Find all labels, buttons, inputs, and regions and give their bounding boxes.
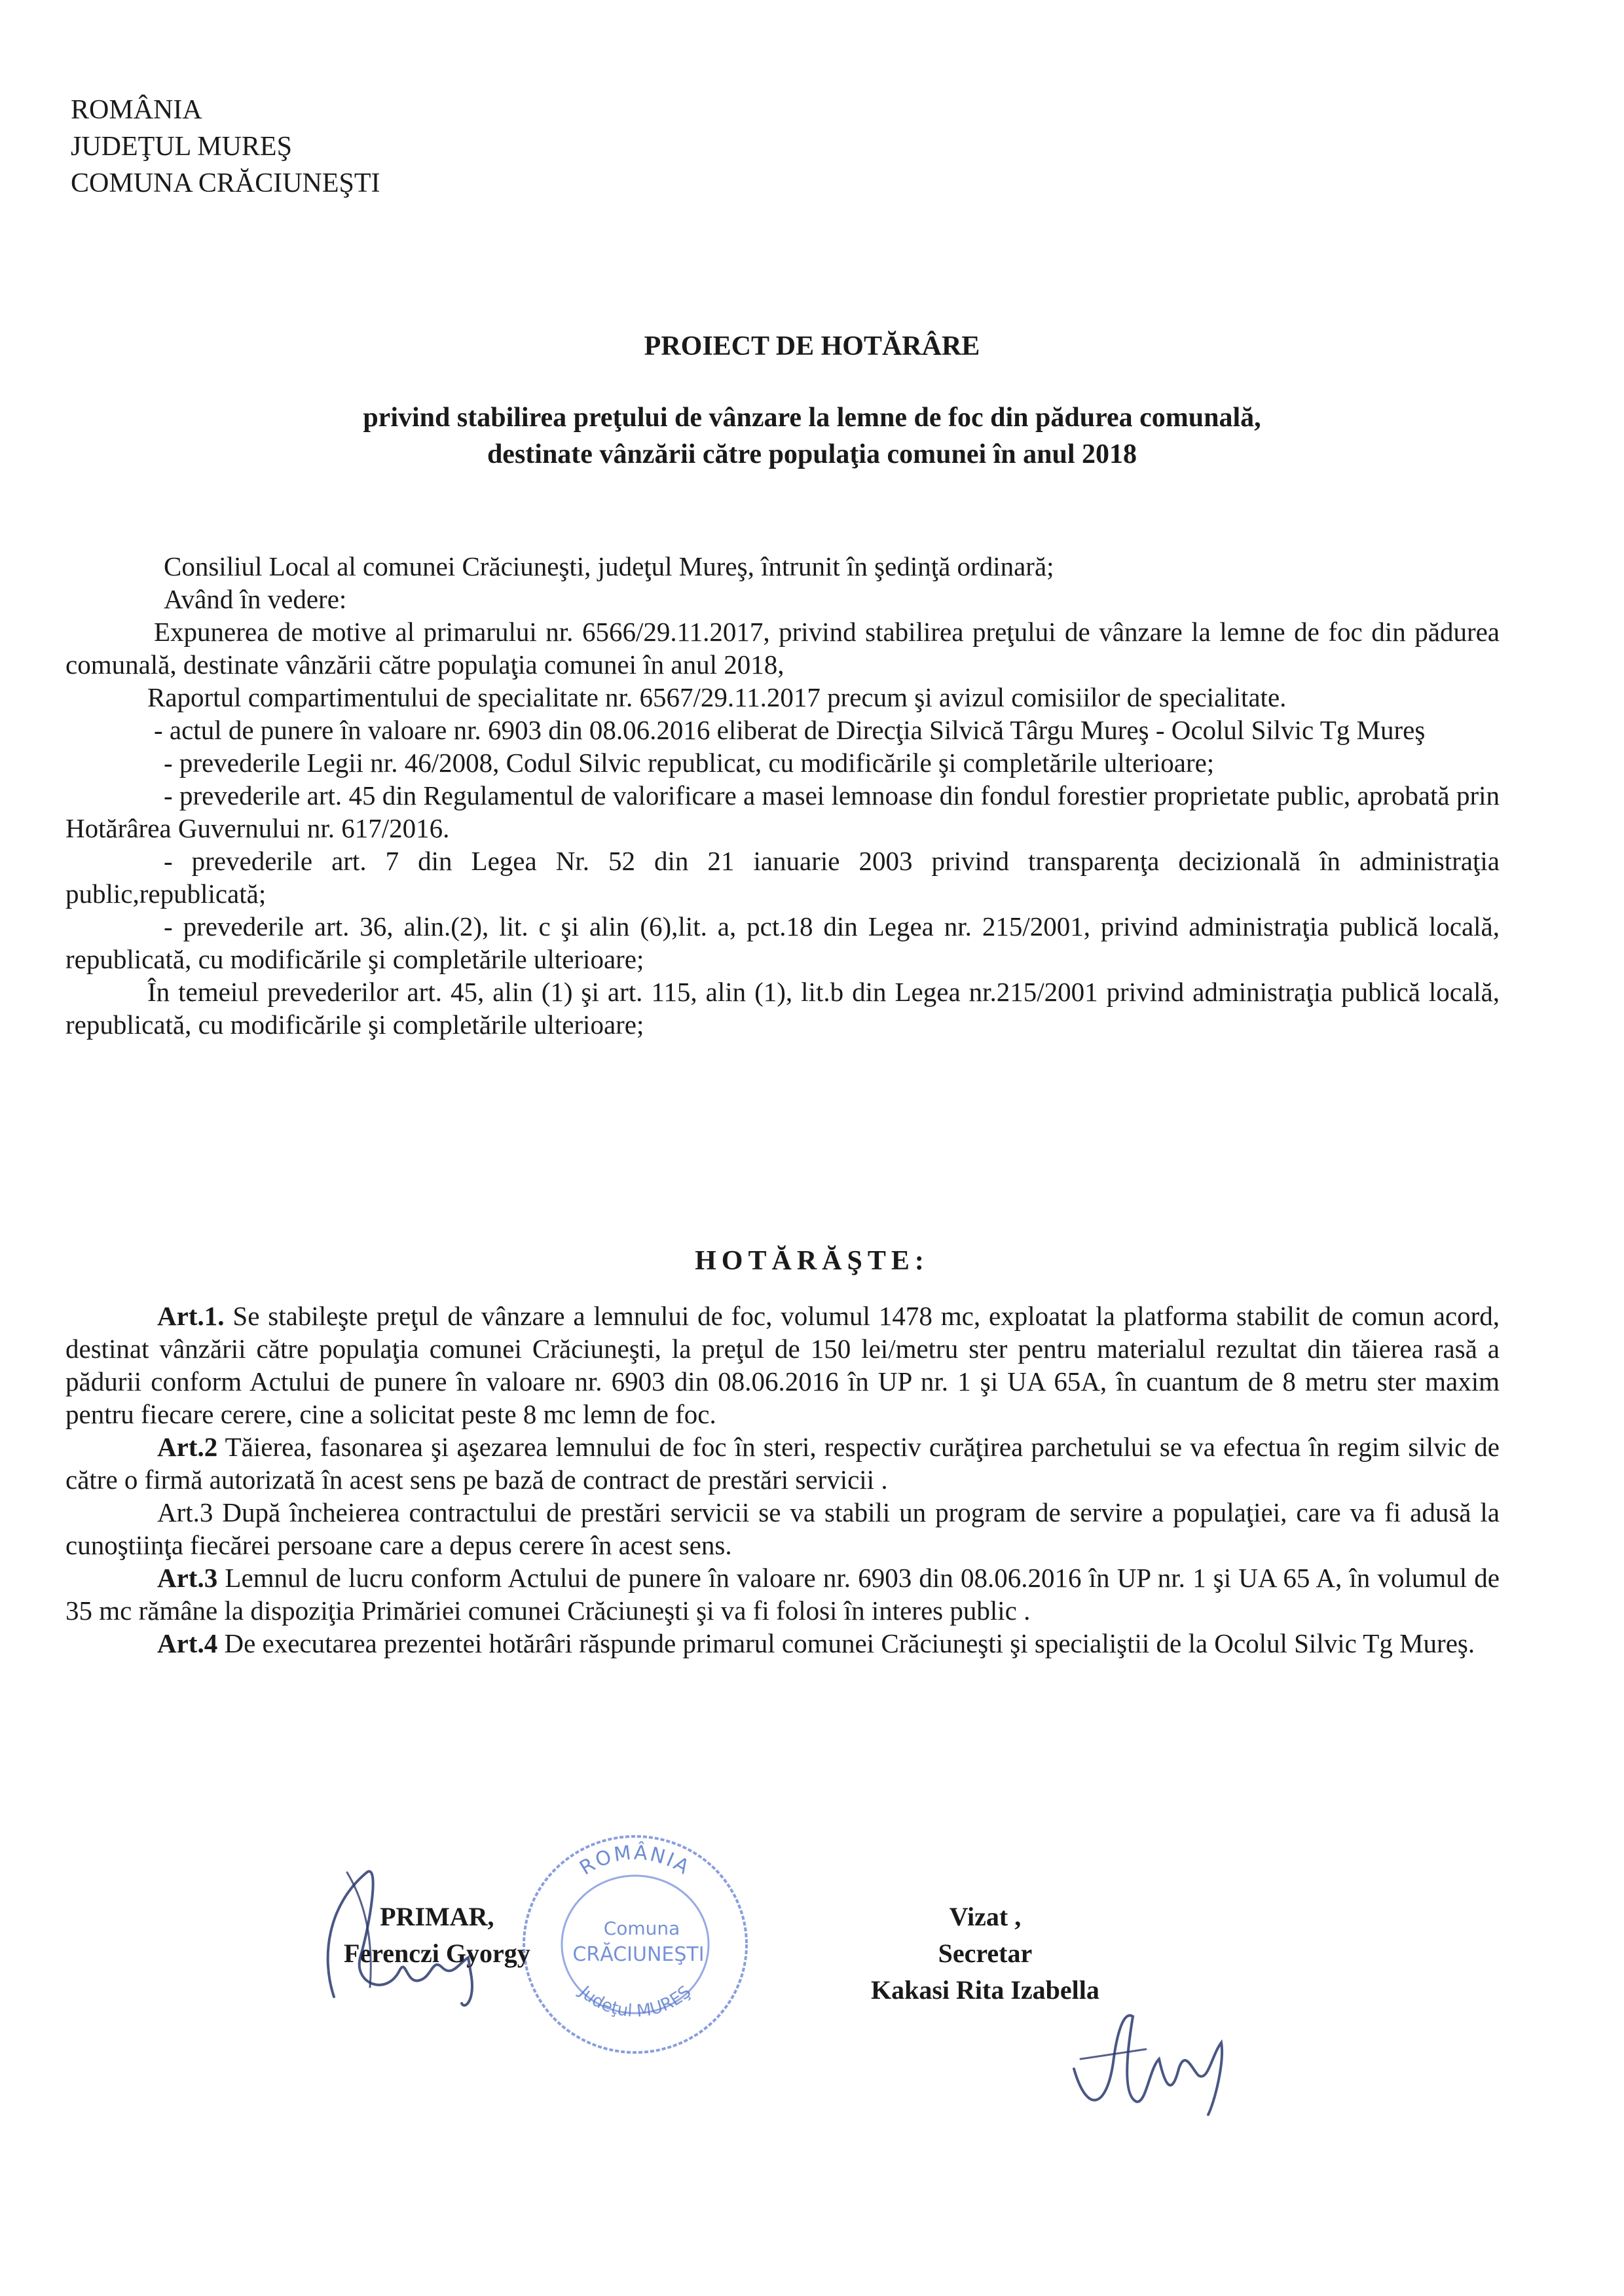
preamble-act-valuation: - actul de punere în valoare nr. 6903 din 08.06.2016 eliberat de Direcţia Silvică Târgu Mureş - Ocolul Silvic Tg Mureş: [154, 715, 1426, 745]
document-title: PROIECT DE HOTĂRÂRE: [644, 331, 980, 361]
stamp-commune-label: Comuna: [603, 1918, 680, 1939]
commune-name: COMUNA CRĂCIUNEŞTI: [71, 168, 380, 198]
article-2: [65, 1430, 1500, 1496]
county-name: JUDEŢUL MUREŞ: [71, 132, 292, 162]
document-header: [71, 92, 380, 202]
preamble-considering: Având în vedere:: [164, 584, 347, 614]
subtitle-line-1: privind stabilirea preţului de vânzare la lemne de foc din pădurea comunală,: [363, 403, 1261, 433]
article-3b: [65, 1561, 1500, 1627]
svg-text:Judeţul MUREŞ: [574, 1982, 695, 2022]
preamble-council: Consiliul Local al comunei Crăciuneşti, judeţul Mureş, întrunit în şedinţă ordinară;: [164, 551, 1054, 581]
stamp-bottom-text: Judeţul MUREŞ: [575, 1982, 695, 2022]
stamp-top-text: ROMÂNIA: [576, 1841, 695, 1880]
country-name: ROMÂNIA: [71, 95, 202, 125]
preamble-legal-basis: În temeiul prevederilor art. 45, alin (1) şi art. 115, alin (1), lit.b din Legea nr.215/2001 privind administraţia publică locală, republicată, cu modificările şi completările ulterioare;: [65, 977, 1500, 1040]
preamble: [65, 550, 1500, 1041]
secretary-signature-block: [871, 1899, 1099, 2009]
article-4-text: De executarea prezentei hotărâri răspunde primarul comunei Crăciuneşti şi specialiştii de la Ocolul Silvic Tg Mureş.: [217, 1628, 1475, 1658]
article-3a-label: Art.3: [157, 1497, 213, 1527]
article-3b-text: Lemnul de lucru conform Actului de punere în valoare nr. 6903 din 08.06.2016 în UP nr. 1 şi UA 65 A, în volumul de 35 mc rămâne la dispoziţia Primăriei comunei Crăciuneşti şi va fi folosi în interes public .: [65, 1563, 1500, 1626]
article-2-label: Art.2: [157, 1432, 218, 1462]
article-2-text: Tăierea, fasonarea şi aşezarea lemnului de foc în steri, respectiv curăţirea parchetului se va efectua în regim silvic de către o firmă autorizată în acest sens pe bază de contract de prestări servicii .: [65, 1432, 1500, 1495]
article-1-label: Art.1.: [157, 1301, 225, 1331]
preamble-report: Raportul compartimentului de specialitate nr. 6567/29.11.2017 precum şi avizul comisiilor de specialitate.: [147, 682, 1287, 712]
article-4: [65, 1627, 1500, 1660]
article-3a-text: După încheierea contractului de prestări servicii se va stabili un program de servire a populaţiei, care va fi adusă la cunoştiinţa fiecărei persoane care a depus cerere în acest sens.: [65, 1497, 1500, 1560]
preamble-law-215: - prevederile art. 36, alin.(2), lit. c şi alin (6),lit. a, pct.18 din Legea nr. 215/2001, privind administraţia publică locală, republicată, cu modificările şi completările ulterioare;: [65, 911, 1500, 974]
endorsed-label: Vizat ,: [949, 1902, 1022, 1931]
secretary-handwritten-signature: [1061, 1997, 1238, 2121]
articles: [65, 1300, 1500, 1660]
decides-heading: HOTĂRĂŞTE:: [695, 1246, 929, 1276]
secretary-role: Secretar: [938, 1939, 1033, 1968]
subtitle-line-2: destinate vânzării către populaţia comunei în anul 2018: [487, 439, 1137, 469]
article-1-text: Se stabileşte preţul de vânzare a lemnului de foc, volumul 1478 mc, exploatat la platforma stabilit de comun acord, destinat vânzării către populaţia comunei Crăciuneşti, la preţul de 150 lei/metru ster pentru materialul rezultat din tăierea rasă a pădurii conform Actului de punere în valoare nr. 6903 din 08.06.2016 în UP nr. 1 şi UA 65A, în cuantum de 8 metru ster maxim pentru fiecare cerere, cine a solicitat peste 8 mc lemn de foc.: [65, 1301, 1500, 1429]
official-stamp: [511, 1827, 760, 2062]
document-subtitle: [157, 399, 1467, 473]
preamble-regulation: - prevederile art. 45 din Regulamentul de valorificare a masei lemnoase din fondul forestier proprietate public, aprobată prin Hotărârea Guvernului nr. 617/2016.: [65, 780, 1500, 843]
preamble-law-46: - prevederile Legii nr. 46/2008, Codul Silvic republicat, cu modificările şi completările ulterioare;: [164, 748, 1215, 778]
preamble-law-52: - prevederile art. 7 din Legea Nr. 52 din 21 ianuarie 2003 privind transparenţa decizională în administraţia public,republicată;: [65, 846, 1500, 909]
article-1: [65, 1300, 1500, 1430]
article-3b-label: Art.3: [157, 1563, 218, 1593]
article-4-label: Art.4: [157, 1628, 218, 1658]
svg-text:ROMÂNIA: [576, 1841, 694, 1880]
stamp-commune-name: CRĂCIUNEŞTI: [572, 1943, 705, 1966]
preamble-motives: Expunerea de motive al primarului nr. 6566/29.11.2017, privind stabilirea preţului de vânzare la lemne de foc din pădurea comunală, destinate vânzării către populaţia comunei în anul 2018,: [65, 617, 1500, 680]
secretary-name: Kakasi Rita Izabella: [871, 1975, 1099, 2005]
article-3a: [65, 1496, 1500, 1561]
mayor-handwritten-signature: [308, 1846, 504, 2016]
mayor-role: PRIMAR,: [380, 1902, 494, 1931]
mayor-name: Ferenczi Gyorgy: [344, 1939, 530, 1968]
